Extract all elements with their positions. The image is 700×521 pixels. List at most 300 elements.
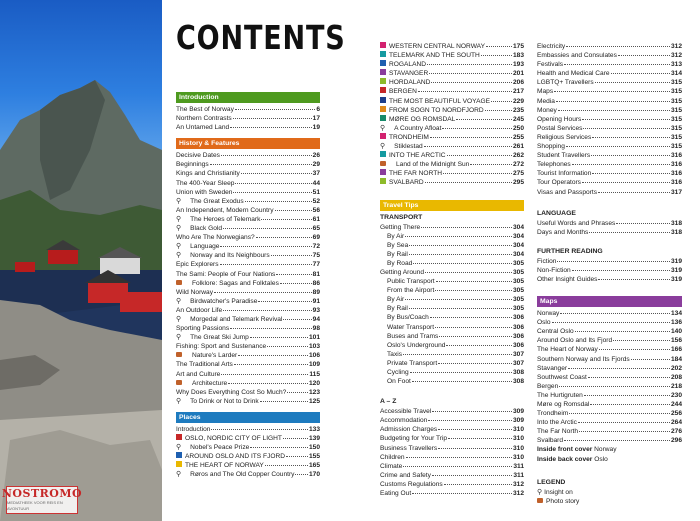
toc-entry[interactable]: [380, 444, 524, 453]
toc-entry-label: Nature's Larder: [192, 352, 238, 360]
toc-entry-label: Art and Culture: [176, 370, 221, 378]
toc-entry-label: Introduction: [176, 425, 211, 433]
toc-entry-label: Admission Charges: [380, 426, 438, 434]
toc-entry[interactable]: [380, 268, 524, 277]
dot-leader: [234, 364, 308, 365]
toc-entry[interactable]: [176, 443, 320, 452]
toc-entry[interactable]: [176, 379, 320, 388]
toc-entry[interactable]: [380, 160, 524, 169]
toc-entry-label: By Rail: [387, 250, 408, 258]
toc-entry-label: THE HEART OF NORWAY: [185, 462, 264, 470]
region-color-marker: [380, 133, 386, 139]
dot-leader: [413, 263, 512, 264]
toc-entry[interactable]: [537, 309, 682, 318]
dot-leader: [572, 164, 670, 165]
toc-entry-page: 305: [512, 305, 524, 313]
toc-entry-label: Tour Operators: [537, 179, 581, 187]
toc-entry-page: 308: [512, 369, 524, 376]
toc-entry-label: Norway and Its Neighbours: [190, 252, 270, 260]
dot-leader: [245, 201, 312, 202]
toc-entry-label: FROM SOGN TO NORDFJORD: [389, 106, 484, 114]
toc-entry[interactable]: [380, 69, 524, 78]
toc-entry[interactable]: [537, 97, 682, 106]
dot-leader: [223, 228, 312, 229]
toc-entry-page: 52: [312, 197, 320, 205]
toc-entry-page: 202: [670, 364, 682, 372]
toc-entry-label: An Untamed Land: [176, 124, 230, 132]
magnifier-icon: ⚲: [176, 334, 182, 342]
toc-entry-label: Trondheim: [537, 410, 569, 418]
toc-entry[interactable]: [380, 277, 524, 286]
toc-entry[interactable]: [537, 178, 682, 187]
toc-entry-label: Getting Around: [380, 268, 424, 276]
toc-entry[interactable]: [176, 160, 320, 169]
dot-leader: [584, 395, 670, 396]
toc-entry-page: 272: [512, 161, 524, 169]
toc-entry-label: Nobel's Peace Prize: [190, 444, 250, 452]
toc-entry-page: 317: [670, 188, 682, 196]
toc-entry[interactable]: [537, 133, 682, 142]
toc-entry-page: 304: [512, 232, 524, 240]
toc-entry-label: Svalbard: [537, 437, 564, 445]
toc-entry-page: 123: [308, 388, 320, 396]
toc-entry[interactable]: [176, 288, 320, 297]
toc-entry[interactable]: [380, 259, 524, 268]
toc-entry[interactable]: [537, 124, 682, 133]
toc-entry-page: 44: [312, 179, 320, 187]
region-color-marker: [380, 151, 386, 157]
toc-entry-page: 166: [670, 346, 682, 354]
toc-entry-page: 155: [308, 453, 320, 461]
toc-entry[interactable]: [176, 279, 320, 288]
region-color-marker: [380, 42, 386, 48]
dot-leader: [568, 368, 670, 369]
dot-leader: [631, 359, 670, 360]
toc-entry-page: 315: [670, 97, 682, 105]
toc-entry[interactable]: [380, 425, 524, 434]
magnifier-icon: ⚲: [176, 252, 182, 260]
toc-entry[interactable]: [380, 471, 524, 480]
toc-entry[interactable]: [537, 169, 682, 178]
toc-entry-page: 184: [670, 355, 682, 363]
section-heading-places: Places: [176, 412, 320, 423]
toc-entry-page: 150: [308, 444, 320, 452]
dot-leader: [275, 210, 312, 211]
toc-entry-page: 6: [316, 106, 320, 113]
magnifier-icon: ⚲: [176, 315, 182, 323]
toc-entry-label: Tourist Information: [537, 170, 592, 178]
dot-leader: [436, 281, 512, 282]
toc-entry[interactable]: [380, 232, 524, 241]
dot-leader: [432, 475, 512, 476]
dot-leader: [448, 438, 512, 439]
toc-entry[interactable]: [176, 425, 320, 434]
toc-entry[interactable]: [537, 228, 682, 237]
toc-entry[interactable]: [537, 257, 682, 266]
toc-entry-label: Religious Services: [537, 133, 592, 141]
toc-entry[interactable]: [380, 106, 524, 115]
section-heading-history: History & Features: [176, 138, 320, 149]
inside-back-cover: [537, 455, 682, 464]
magnifier-icon: ⚲: [176, 197, 182, 205]
dot-leader: [569, 413, 670, 414]
toc-entry-label: Around Oslo and Its Fjord: [537, 337, 613, 345]
toc-entry[interactable]: [380, 115, 524, 124]
toc-entry[interactable]: [176, 151, 320, 160]
toc-entry-label: Shopping: [537, 143, 565, 151]
toc-entry[interactable]: [176, 434, 320, 443]
toc-entry-page: 318: [670, 219, 682, 227]
toc-entry-label: Media: [537, 97, 555, 105]
toc-entry-page: 65: [312, 225, 320, 233]
dot-leader: [438, 363, 512, 364]
toc-entry[interactable]: [537, 391, 682, 400]
toc-entry[interactable]: [537, 51, 682, 60]
toc-entry-page: 315: [670, 79, 682, 87]
toc-entry[interactable]: [537, 409, 682, 418]
toc-entry[interactable]: [176, 470, 320, 479]
dot-leader: [405, 299, 512, 300]
toc-entry[interactable]: [176, 169, 320, 178]
toc-entry-page: 125: [308, 397, 320, 405]
toc-entry[interactable]: [380, 359, 524, 368]
toc-entry[interactable]: [537, 400, 682, 409]
introduction-list: [176, 105, 320, 132]
toc-entry[interactable]: [176, 370, 320, 379]
toc-entry[interactable]: [537, 266, 682, 275]
dot-leader: [409, 308, 512, 309]
inside-front-label: Inside front cover: [537, 446, 593, 454]
magnifier-icon: ⚲: [380, 124, 386, 132]
region-color-marker: [380, 169, 386, 175]
toc-entry-page: 319: [670, 266, 682, 274]
toc-entry[interactable]: [380, 434, 524, 443]
legend-heading: LEGEND: [537, 478, 566, 486]
toc-entry[interactable]: [537, 78, 682, 87]
toc-entry[interactable]: [176, 179, 320, 188]
toc-entry[interactable]: [176, 233, 320, 242]
toc-entry[interactable]: [176, 306, 320, 315]
toc-entry[interactable]: [380, 350, 524, 359]
toc-entry-label: Embassies and Consulates: [537, 52, 617, 60]
toc-entry[interactable]: [176, 188, 320, 197]
toc-entry[interactable]: [380, 151, 524, 160]
dot-leader: [456, 119, 512, 120]
toc-entry-page: 276: [670, 428, 682, 436]
toc-entry[interactable]: [176, 114, 320, 123]
toc-entry-label: Language: [190, 243, 220, 251]
toc-entry[interactable]: [537, 355, 682, 364]
toc-entry-label: Architecture: [192, 379, 228, 387]
toc-entry[interactable]: [380, 124, 524, 133]
toc-entry-label: Climate: [380, 462, 403, 470]
toc-entry-page: 256: [670, 410, 682, 418]
toc-entry[interactable]: [380, 489, 524, 498]
dot-leader: [424, 146, 512, 147]
toc-entry[interactable]: [176, 270, 320, 279]
toc-entry[interactable]: [537, 345, 682, 354]
toc-entry-page: 37: [312, 170, 320, 178]
toc-entry[interactable]: [176, 206, 320, 215]
toc-entry-page: 56: [312, 206, 320, 214]
dot-leader: [572, 270, 670, 271]
toc-entry[interactable]: [537, 60, 682, 69]
toc-entry[interactable]: [380, 178, 524, 187]
toc-entry-page: 235: [512, 106, 524, 114]
dot-leader: [276, 274, 311, 275]
toc-entry-label: Røros and The Old Copper Country: [190, 471, 295, 479]
toc-entry-label: Non-Fiction: [537, 266, 571, 274]
toc-entry[interactable]: [380, 416, 524, 425]
toc-entry-label: Health and Medical Care: [537, 70, 610, 78]
toc-entry[interactable]: [380, 332, 524, 341]
toc-entry-page: 106: [308, 352, 320, 360]
toc-entry[interactable]: [380, 133, 524, 142]
dot-leader: [598, 192, 670, 193]
toc-entry-label: The 400-Year Sleep: [176, 179, 235, 187]
toc-entry[interactable]: [380, 87, 524, 96]
toc-entry[interactable]: [380, 313, 524, 322]
toc-entry[interactable]: [537, 418, 682, 427]
toc-entry-label: Private Transport: [387, 359, 438, 367]
magnifier-icon: ⚲: [176, 444, 182, 452]
toc-entry[interactable]: [176, 388, 320, 397]
dot-leader: [418, 91, 512, 92]
toc-entry[interactable]: [537, 69, 682, 78]
dot-leader: [406, 457, 512, 458]
toc-entry[interactable]: [380, 453, 524, 462]
toc-entry-label: Into the Arctic: [537, 419, 577, 427]
dot-leader: [221, 374, 308, 375]
toc-entry[interactable]: [537, 188, 682, 197]
toc-entry[interactable]: [537, 42, 682, 51]
toc-entry[interactable]: [537, 142, 682, 151]
inside-front-value: Norway: [594, 446, 617, 454]
dot-leader: [412, 381, 512, 382]
toc-entry-label: Oslo: [537, 319, 551, 327]
toc-entry[interactable]: [537, 275, 682, 284]
toc-entry-page: 81: [312, 270, 320, 278]
region-color-marker: [380, 51, 386, 57]
toc-entry-page: 304: [512, 250, 524, 258]
dot-leader: [283, 438, 308, 439]
toc-entry[interactable]: [380, 368, 524, 377]
dot-leader: [592, 137, 670, 138]
toc-entry[interactable]: [537, 336, 682, 345]
toc-entry[interactable]: [176, 251, 320, 260]
toc-entry[interactable]: [537, 106, 682, 115]
toc-entry[interactable]: [176, 360, 320, 369]
toc-entry[interactable]: [537, 318, 682, 327]
toc-entry[interactable]: [537, 436, 682, 445]
toc-entry[interactable]: [380, 51, 524, 60]
places-list: [176, 425, 320, 480]
toc-entry[interactable]: [380, 462, 524, 471]
language-heading: LANGUAGE: [537, 209, 576, 217]
toc-entry-page: 315: [670, 106, 682, 114]
dot-leader: [210, 164, 312, 165]
dot-leader: [485, 110, 512, 111]
toc-entry-page: 310: [512, 444, 524, 452]
dot-leader: [235, 109, 315, 110]
toc-entry-page: 304: [512, 223, 524, 231]
toc-entry[interactable]: [176, 215, 320, 224]
toc-entry[interactable]: [380, 286, 524, 295]
toc-entry-label: Union with Sweden: [176, 188, 233, 196]
toc-entry-page: 229: [512, 97, 524, 105]
toc-entry-label: Children: [380, 453, 405, 461]
toc-entry-page: 98: [312, 325, 320, 333]
toc-entry[interactable]: [380, 407, 524, 416]
toc-entry[interactable]: [176, 342, 320, 351]
dot-leader: [430, 137, 512, 138]
toc-entry-page: 316: [670, 170, 682, 178]
region-color-marker: [380, 178, 386, 184]
dot-leader: [431, 82, 512, 83]
toc-entry-page: 306: [512, 341, 524, 349]
toc-entry-label: On Foot: [387, 378, 411, 386]
toc-entry[interactable]: [380, 142, 524, 151]
toc-entry-label: Beginnings: [176, 161, 209, 169]
toc-entry[interactable]: [176, 461, 320, 470]
toc-entry-label: AROUND OSLO AND ITS FJORD: [185, 453, 286, 461]
toc-entry-label: Festivals: [537, 61, 564, 69]
toc-entry-page: 61: [312, 215, 320, 223]
toc-entry-label: Decisive Dates: [176, 152, 220, 160]
toc-entry[interactable]: [380, 295, 524, 304]
toc-entry-page: 296: [670, 437, 682, 445]
toc-entry[interactable]: [537, 87, 682, 96]
maps-list: [537, 309, 682, 445]
toc-entry-page: 156: [670, 337, 682, 345]
toc-entry-page: 295: [512, 179, 524, 187]
toc-entry-label: Epic Explorers: [176, 261, 219, 269]
toc-entry[interactable]: [176, 351, 320, 360]
toc-entry[interactable]: [176, 324, 320, 333]
toc-entry-label: By Rail: [387, 305, 408, 313]
toc-entry[interactable]: [380, 223, 524, 232]
further-reading-heading: FURTHER READING: [537, 247, 603, 255]
toc-entry-page: 77: [312, 261, 320, 269]
toc-entry[interactable]: [176, 397, 320, 406]
toc-entry[interactable]: [176, 333, 320, 342]
toc-entry-page: 310: [512, 426, 524, 434]
region-color-marker: [380, 78, 386, 84]
toc-entry[interactable]: [176, 224, 320, 233]
toc-entry-page: 133: [308, 425, 320, 433]
toc-entry[interactable]: [537, 382, 682, 391]
toc-entry-page: 120: [308, 379, 320, 387]
toc-entry-label: STAVANGER: [389, 70, 429, 78]
dot-leader: [560, 313, 670, 314]
dot-leader: [444, 484, 512, 485]
toc-entry-label: Telephones: [537, 161, 571, 169]
toc-entry[interactable]: [537, 151, 682, 160]
toc-entry[interactable]: [176, 452, 320, 461]
camera-icon: [176, 352, 182, 357]
toc-entry[interactable]: [537, 427, 682, 436]
toc-entry[interactable]: [537, 219, 682, 228]
dot-leader: [486, 46, 512, 47]
toc-entry[interactable]: [176, 105, 320, 114]
region-color-marker: [380, 115, 386, 121]
toc-entry-label: Customs Regulations: [380, 480, 443, 488]
toc-column-1: [176, 92, 320, 479]
dot-leader: [256, 237, 312, 238]
toc-entry-page: 314: [670, 70, 682, 78]
toc-entry-page: 86: [312, 279, 320, 287]
toc-entry-page: 136: [670, 319, 682, 327]
toc-entry[interactable]: [176, 242, 320, 251]
toc-entry-page: 316: [670, 161, 682, 169]
toc-entry[interactable]: [537, 160, 682, 169]
toc-entry-label: Accessible Travel: [380, 408, 432, 416]
toc-entry[interactable]: [176, 197, 320, 206]
camera-icon: [176, 280, 182, 285]
toc-entry[interactable]: [380, 78, 524, 87]
toc-entry[interactable]: [380, 250, 524, 259]
toc-entry[interactable]: [380, 60, 524, 69]
legend-photo-label: Photo story: [546, 497, 580, 505]
toc-entry[interactable]: [380, 480, 524, 489]
toc-entry[interactable]: [380, 341, 524, 350]
az-list: [380, 407, 524, 498]
toc-entry[interactable]: [380, 377, 524, 386]
toc-entry-page: 319: [670, 275, 682, 283]
region-color-marker: [380, 60, 386, 66]
toc-entry-label: Why Does Everything Cost So Much?: [176, 388, 287, 396]
toc-entry-label: The Heart of Norway: [537, 346, 598, 354]
toc-entry[interactable]: [176, 297, 320, 306]
toc-entry[interactable]: [380, 323, 524, 332]
dot-leader: [429, 73, 512, 74]
toc-entry-label: The Heroes of Telemark: [190, 215, 261, 223]
dot-leader: [428, 420, 512, 421]
toc-entry-label: TRONDHEIM: [389, 133, 429, 141]
dot-leader: [579, 431, 670, 432]
dot-leader: [590, 404, 670, 405]
toc-entry-page: 103: [308, 343, 320, 351]
dot-leader: [233, 192, 311, 193]
az-continued-list: [537, 42, 682, 197]
toc-entry-page: 315: [670, 115, 682, 123]
toc-entry[interactable]: [380, 42, 524, 51]
toc-entry[interactable]: [380, 97, 524, 106]
toc-entry-page: 312: [512, 480, 524, 488]
toc-entry[interactable]: [537, 364, 682, 373]
toc-entry[interactable]: [537, 373, 682, 382]
dot-leader: [230, 127, 312, 128]
toc-entry[interactable]: [537, 327, 682, 336]
toc-entry[interactable]: [537, 115, 682, 124]
toc-entry-label: Fiction: [537, 257, 557, 265]
toc-entry-page: 101: [308, 334, 320, 342]
toc-entry[interactable]: [176, 260, 320, 269]
toc-entry-label: THE FAR NORTH: [389, 170, 442, 178]
toc-entry[interactable]: [176, 123, 320, 132]
toc-entry-label: Who Are The Norwegians?: [176, 234, 255, 242]
toc-entry[interactable]: [380, 241, 524, 250]
toc-entry[interactable]: [380, 169, 524, 178]
toc-entry-page: 139: [308, 435, 320, 442]
toc-entry[interactable]: [176, 315, 320, 324]
toc-entry-label: Black Gold: [190, 225, 223, 233]
toc-entry-page: 318: [670, 228, 682, 236]
dot-leader: [438, 429, 512, 430]
toc-entry-label: Folklore: Sagas and Folktales: [192, 279, 279, 287]
dot-leader: [582, 182, 670, 183]
toc-entry[interactable]: [380, 304, 524, 313]
